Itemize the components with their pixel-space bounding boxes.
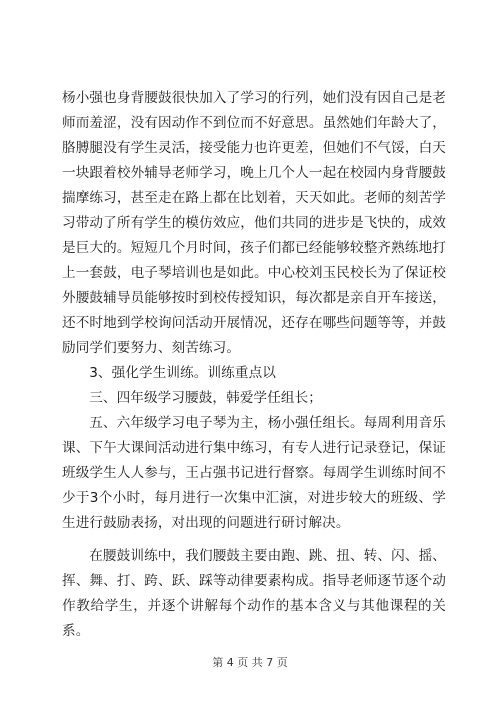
paragraph-grade-5-6: 五、六年级学习电子琴为主，杨小强任组长。每周利用音乐课、下午大课间活动进行集中练习，有专人进行记录登记，保证班级学生人人参与，王占强书记进行督察。每周学生训练时间不少于3个小时，每月进行一次集中汇演，对进步较大的班级、学生进行鼓励表扬，对出现的问题进行研讨解决。: [62, 415, 446, 531]
paragraph-training-heading: 3、强化学生训练。训练重点以: [89, 365, 276, 381]
paragraph-drum-training: 在腰鼓训练中，我们腰鼓主要由跑、跳、扭、转、闪、摇、挥、舞、打、跨、跃、踩等动律要素构成。指导老师逐节逐个动作教给学生，并逐个讲解每个动作的基本含义与其他课程的关系。: [62, 548, 446, 639]
page-number-footer: 第 4 页 共 7 页: [212, 656, 288, 669]
paragraph-grade-3-4: 三、四年级学习腰鼓，韩爱学任组长；: [89, 390, 322, 406]
paragraph-practice: 杨小强也身背腰鼓很快加入了学习的行列，她们没有因自己是老师而羞涩，没有因动作不到位而不好意思。虽然她们年龄大了，胳膊腿没有学生灵活，接受能力也许更差，但她们不气馁，白天一块跟着校外辅导老师学习，晚上几个人一起在校园内身背腰鼓揣摩练习，甚至走在路上都在比划着，天天如此。老师的刻苦学习带动了所有学生的模仿效应，他们共同的进步是飞快的，成效是巨大的。短短几个月时间，孩子们都已经能够较整齐熟练地打上一套鼓，电子琴培训也是如此。中心校刘玉民校长为了保证校外腰鼓辅导员能够按时到校传授知识，每次都是亲自开车接送，还不时地到学校询问活动开展情况，还存在哪些问题等等，并鼓励同学们要努力、刻苦练习。: [62, 90, 446, 356]
document-body: [62, 86, 446, 644]
